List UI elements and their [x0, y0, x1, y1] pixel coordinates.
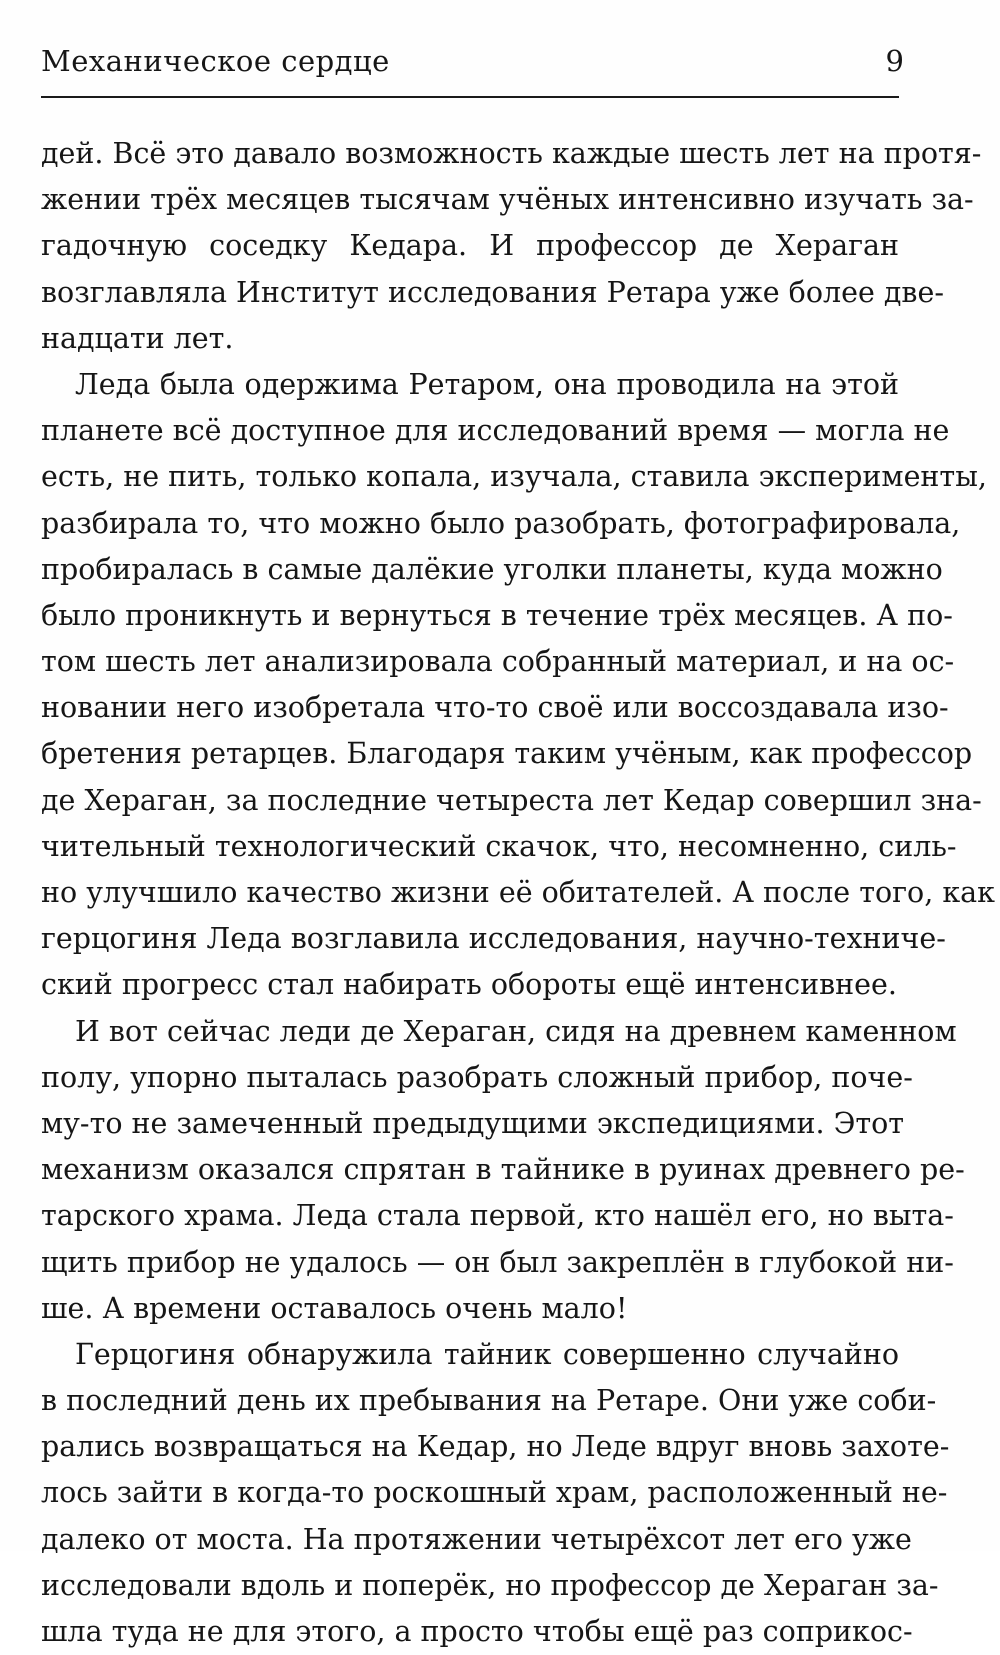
text-line: лось зайти в когда-то роскошный храм, расположенный не-	[41, 1476, 948, 1510]
paragraph	[41, 1332, 950, 1655]
text-line: было проникнуть и вернуться в течение трёх месяцев. А по-	[41, 598, 953, 632]
text-line: де Хераган, за последние четыреста лет Кедар совершил зна-	[41, 783, 982, 817]
text-line: И вот сейчас леди де Хераган, сидя на древнем каменном	[75, 1014, 957, 1048]
text-line: ше. А времени оставалось очень мало!	[41, 1291, 628, 1325]
text-line: ский прогресс стал набирать обороты ещё интенсивнее.	[41, 968, 897, 1002]
running-title: Механическое сердце	[41, 44, 390, 78]
text-line: жении трёх месяцев тысячам учёных интенсивно изучать за-	[41, 183, 974, 217]
page-header	[41, 44, 904, 84]
page-number: 9	[885, 44, 904, 78]
text-line: щить прибор не удалось — он был закреплён в глубокой ни-	[41, 1245, 954, 1279]
text-line: чительный технологический скачок, что, несомненно, силь-	[41, 829, 957, 863]
text-line: но улучшило качество жизни её обитателей. А после того, как	[41, 876, 995, 909]
text-line: разбирала то, что можно было разобрать, фотографировала,	[41, 506, 961, 540]
text-line: дей. Всё это давало возможность каждые шесть лет на протя-	[41, 137, 982, 170]
body-text	[41, 131, 995, 1655]
text-line: надцати лет.	[41, 321, 234, 355]
text-line: возглавляла Институт исследования Ретара уже более две-	[41, 275, 944, 309]
text-line: далеко от моста. На протяжении четырёхсот лет его уже	[41, 1522, 912, 1556]
text-line: Герцогиня обнаружила тайник совершенно случайно	[75, 1337, 899, 1371]
text-line: бретения ретарцев. Благодаря таким учёным, как профессор	[41, 737, 973, 771]
text-line: тарского храма. Леда стала первой, кто нашёл его, но выта-	[41, 1199, 954, 1233]
text-line: рались возвращаться на Кедар, но Леде вдруг вновь захоте-	[41, 1430, 950, 1464]
text-line: новании него изобретала что-то своё или воссоздавала изо-	[41, 691, 949, 725]
text-line: му-то не замеченный предыдущими экспедициями. Этот	[41, 1106, 905, 1140]
text-line: шла туда не для этого, а просто чтобы ещё раз соприкос-	[41, 1615, 913, 1648]
text-line: том шесть лет анализировала собранный материал, и на ос-	[41, 645, 955, 679]
text-line: в последний день их пребывания на Ретаре. Они уже соби-	[41, 1384, 937, 1418]
paragraph	[41, 131, 982, 362]
paragraph	[41, 362, 995, 1009]
text-line: Леда была одержима Ретаром, она проводила на этой	[75, 367, 899, 401]
text-line: есть, не пить, только копала, изучала, ставила эксперименты,	[41, 460, 987, 494]
text-line: пробиралась в самые далёкие уголки планеты, куда можно	[41, 552, 943, 586]
text-line: герцогиня Леда возглавила исследования, научно-техниче-	[41, 922, 946, 956]
paragraph	[41, 1009, 965, 1332]
text-line: полу, упорно пыталась разобрать сложный прибор, поче-	[41, 1060, 913, 1094]
header-rule	[41, 96, 899, 98]
text-line: гадочную соседку Кедара. И профессор де Хераган	[41, 229, 899, 263]
text-line: планете всё доступное для исследований время — могла не	[41, 414, 950, 448]
text-line: исследовали вдоль и поперёк, но профессор де Хераган за-	[41, 1568, 939, 1602]
text-line: механизм оказался спрятан в тайнике в руинах древнего ре-	[41, 1153, 965, 1187]
